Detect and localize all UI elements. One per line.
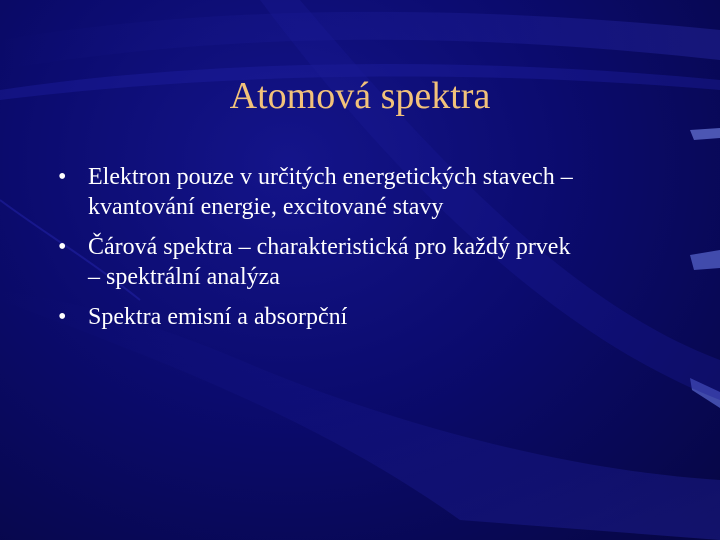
- bullet-item: [56, 232, 676, 292]
- bullet-text-line: Elektron pouze v určitých energetických stavech –: [88, 164, 573, 190]
- bullet-text-line: – spektrální analýza: [88, 264, 280, 290]
- bullet-icon: •: [58, 304, 67, 330]
- bullet-icon: •: [58, 164, 67, 190]
- bullet-text-line: Čárová spektra – charakteristická pro každý prvek: [88, 234, 571, 260]
- bullet-text-line: kvantování energie, excitované stavy: [88, 194, 444, 220]
- bullet-item: [56, 302, 676, 332]
- bullet-list: [56, 162, 676, 342]
- bullet-icon: •: [58, 234, 67, 260]
- slide-title: Atomová spektra: [229, 75, 491, 117]
- bullet-text-line: Spektra emisní a absorpční: [88, 304, 348, 330]
- bullet-item: [56, 162, 676, 222]
